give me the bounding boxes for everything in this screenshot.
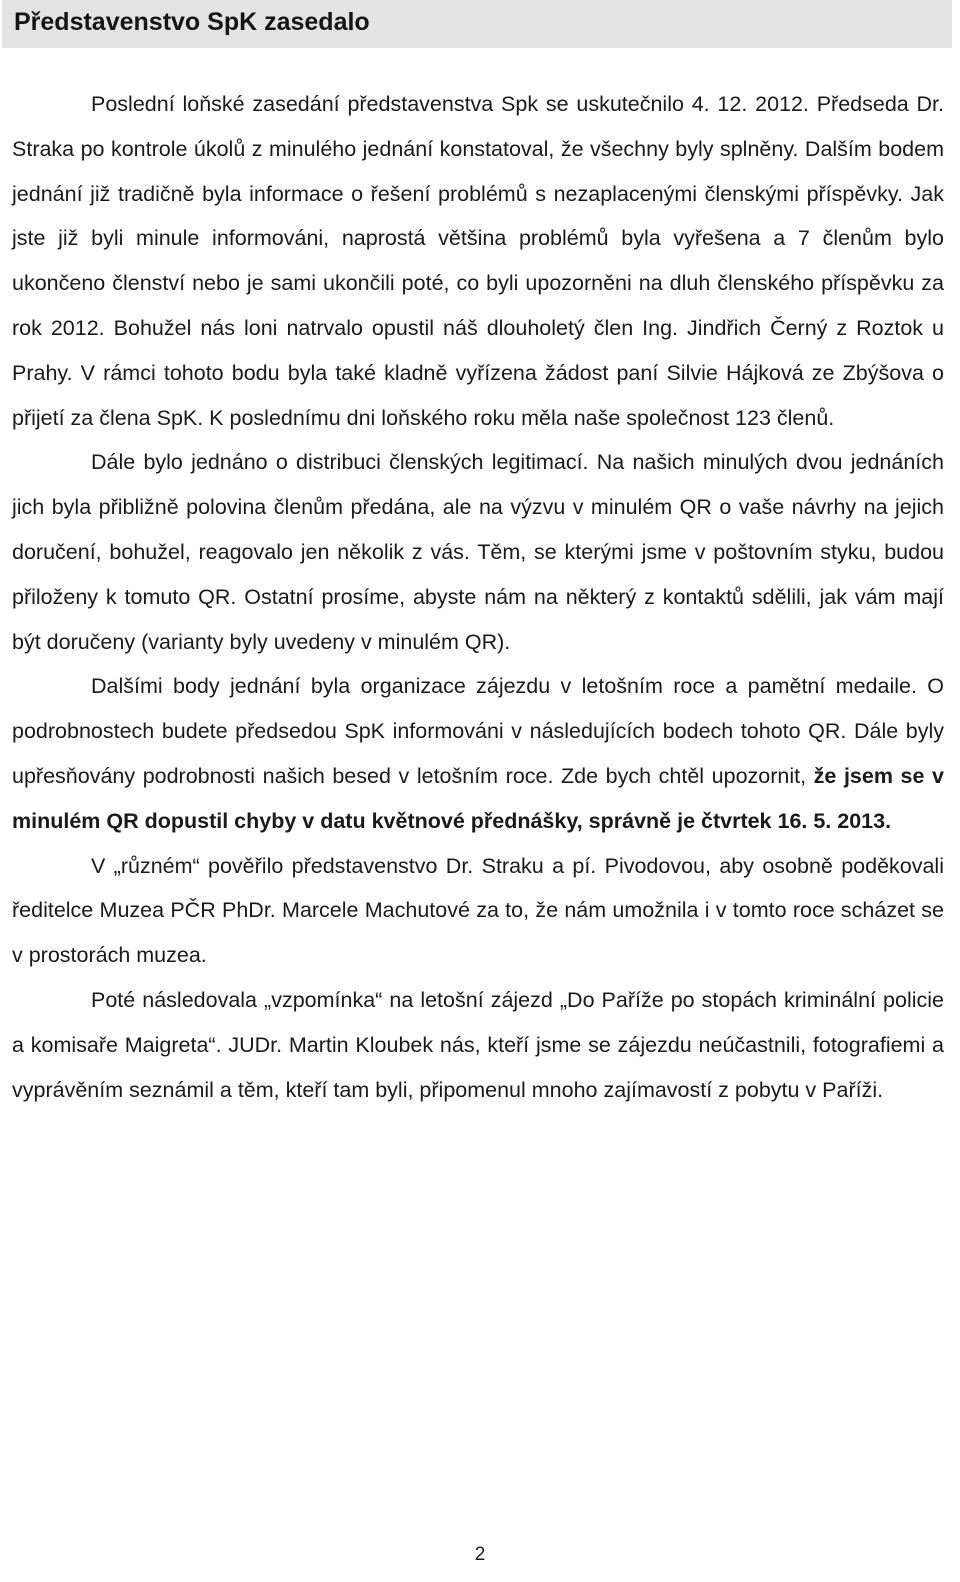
page-title: Představenstvo SpK zasedalo bbox=[14, 8, 370, 36]
paragraph-trip-and-lectures bbox=[12, 664, 944, 843]
date-correction-emphasis: že jsem se v minulém QR dopustil chyby v datu květnové přednášky, správně je čtvrtek 16. 5. 2013. bbox=[12, 763, 944, 833]
paragraph-text: Dalšími body jednání byla organizace zájezdu v letošním roce a pamětní medaile. O podrobnostech budete předsedou SpK informováni v následujících bodech tohoto QR. Dále byly upřesňovány podrobnosti našich besed v letošním roce. Zde bych chtěl upozornit, bbox=[12, 674, 944, 788]
paragraph-text: Poté následovala „vzpomínka“ na letošní zájezd „Do Paříže po stopách kriminální policie a komisaře Maigreta“. JUDr. Martin Kloubek nás, kteří jsme se zájezdu neúčastnili, fotografiemi a vyprávěním seznámil a těm, kteří tam byli, připomenul mnoho zajímavostí z pobytu v Paříži. bbox=[12, 987, 944, 1102]
heading-bar bbox=[2, 0, 952, 48]
page-number: 2 bbox=[474, 1544, 486, 1565]
paragraph-membership bbox=[12, 82, 944, 440]
paragraph-text: Poslední loňské zasedání představenstva Spk se uskutečnilo 4. 12. 2012. Předseda Dr. Straka po kontrole úkolů z minulého jednání konstatoval, že všechny byly splněny. Dalším bodem jednání již tradičně byla informace o řešení problémů s nezaplacenými členskými příspěvky. Jak jste již byli minule informováni, naprostá většina problémů byla vyřešena a 7 členům bylo ukončeno členství nebo je sami ukončili poté, co byli upozorněni na dluh členského příspěvku za rok 2012. Bohužel nás loni natrvalo opustil náš dlouholetý člen Ing. Jindřich Černý z Roztok u Prahy. V rámci tohoto bodu byla také kladně vyřízena žádost paní Silvie Hájková ze Zbýšova o přijetí za člena SpK. K poslednímu dni loňského roku měla naše společnost 123 členů. bbox=[12, 92, 944, 430]
paragraph-text: Dále bylo jednáno o distribuci členských legitimací. Na našich minulých dvou jednáních jich byla přibližně polovina členům předána, ale na výzvu v minulém QR o vaše návrhy na jejich doručení, bohužel, reagovalo jen několik z vás. Těm, se kterými jsme v poštovním styku, budou přiloženy k tomuto QR. Ostatní prosíme, abyste nám na některý z kontaktů sdělili, jak vám mají být doručeny (varianty byly uvedeny v minulém QR). bbox=[12, 450, 944, 654]
paragraph-museum-thanks bbox=[12, 844, 944, 978]
paragraph-paris-memory bbox=[12, 978, 944, 1112]
paragraph-text: V „různém“ pověřilo představenstvo Dr. Straku a pí. Pivodovou, aby osobně poděkovali ředitelce Muzea PČR PhDr. Marcele Machutové za to, že nám umožnila i v tomto roce scházet se v prostorách muzea. bbox=[12, 853, 944, 968]
article-body bbox=[12, 82, 944, 1112]
paragraph-legitimations bbox=[12, 440, 944, 664]
